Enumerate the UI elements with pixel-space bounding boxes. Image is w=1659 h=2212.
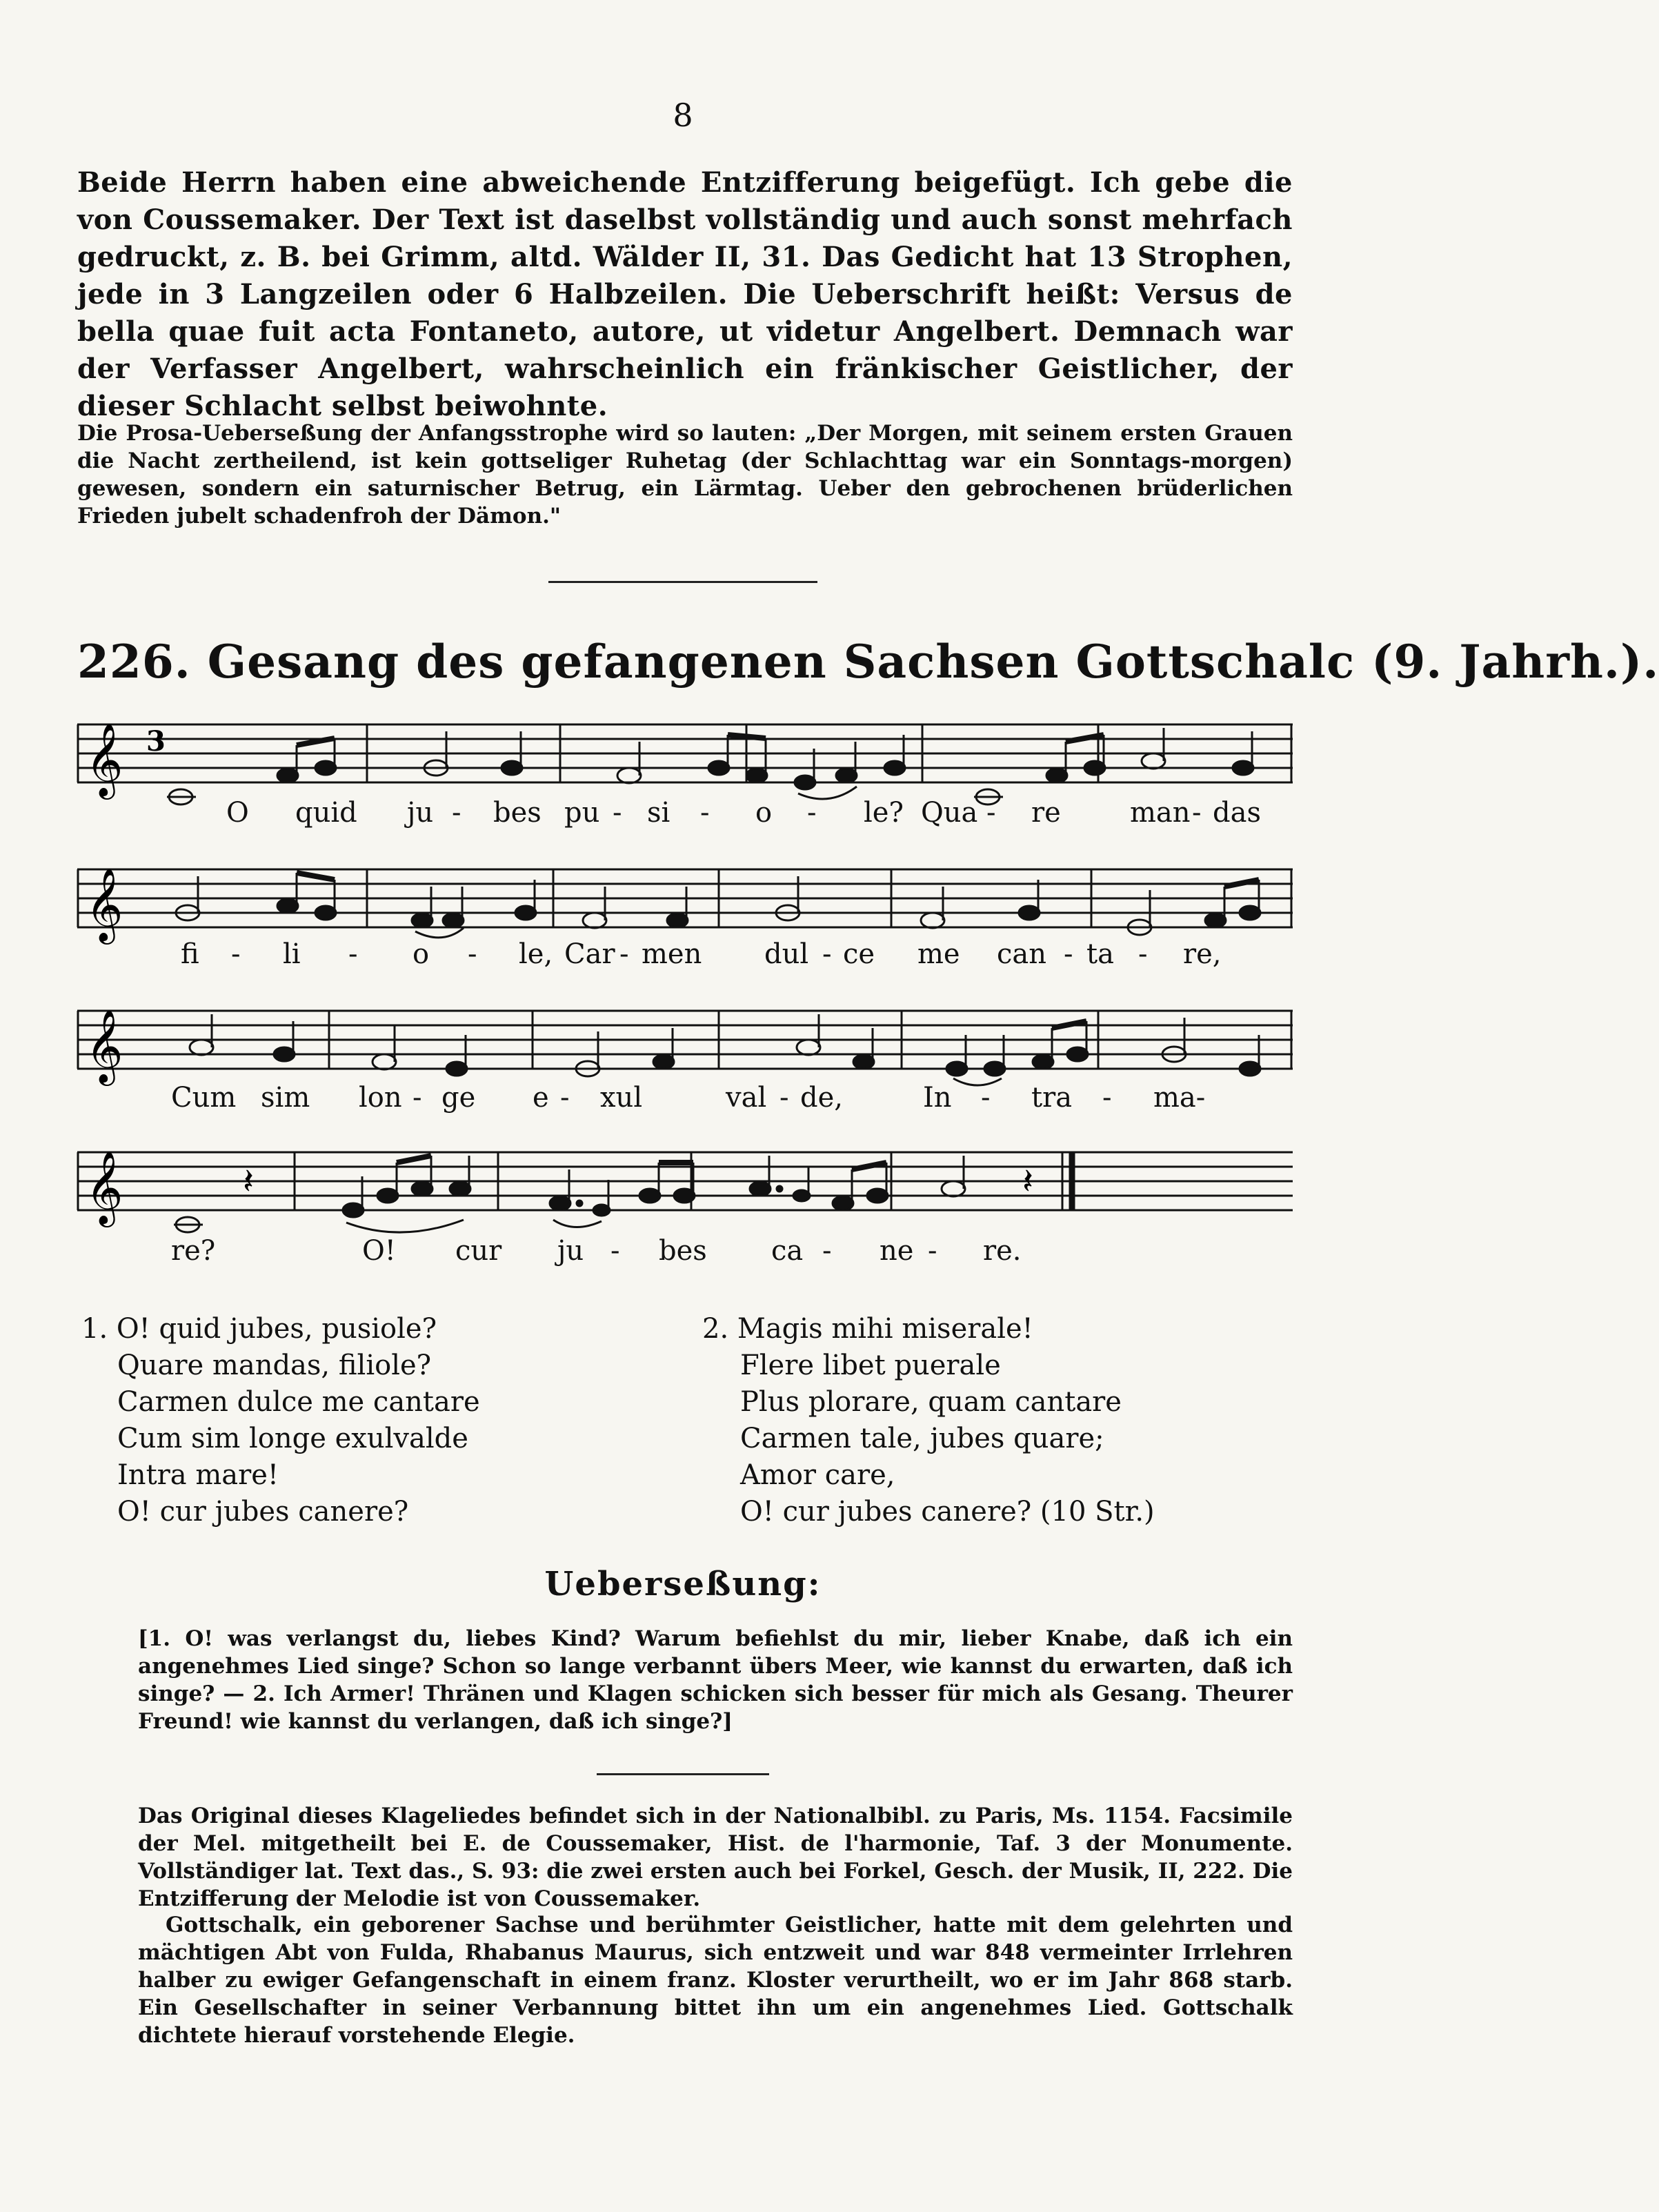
lyric-syllable: pu xyxy=(564,797,600,829)
verse-line: Plus plorare, quam cantare xyxy=(740,1386,1122,1418)
lyric-syllable: ju xyxy=(407,797,434,829)
verse-line: O! cur jubes canere? xyxy=(117,1496,409,1528)
time-signature: 3 xyxy=(146,725,166,758)
music-staff-2 xyxy=(77,862,1293,966)
lyric-syllable: - xyxy=(468,938,477,970)
treble-clef-icon: 𝄞 xyxy=(86,1009,123,1083)
music-staff-3 xyxy=(77,1004,1293,1107)
lyric-syllable: - xyxy=(231,938,241,970)
verse-line: 1. O! quid jubes, pusiole? xyxy=(81,1313,437,1345)
lyric-syllable: ta xyxy=(1086,938,1114,970)
lyric-syllable: ne xyxy=(880,1235,914,1267)
lyric-syllable: - xyxy=(807,797,817,829)
lyric-syllable: O! xyxy=(362,1235,396,1267)
lyric-syllable: ca xyxy=(771,1235,804,1267)
lyric-syllable: - xyxy=(779,1082,789,1114)
lyric-syllable: quid xyxy=(295,797,357,829)
lyric-syllable: ju xyxy=(557,1235,584,1267)
lyric-syllable: bes xyxy=(493,797,542,829)
lyric-syllable: - xyxy=(822,938,832,970)
lyric-syllable: - xyxy=(610,1235,620,1267)
lyric-syllable: dul xyxy=(764,938,809,970)
lyric-syllable: tra xyxy=(1031,1082,1073,1114)
lyric-syllable: re. xyxy=(983,1235,1022,1267)
lyric-syllable: In xyxy=(923,1082,952,1114)
lyric-syllable: de, xyxy=(800,1082,843,1114)
lyric-syllable: re? xyxy=(171,1235,216,1267)
section-rule xyxy=(548,581,817,583)
lyric-syllable: O xyxy=(226,797,249,829)
lyric-syllable: le, xyxy=(519,938,553,970)
intro-paragraph: Beide Herrn haben eine abweichende Entzifferung beigefügt. Ich gebe die von Coussemaker. Der Text ist daselbst vollständig und auch sonst mehrfach gedruckt, z. B. bei Grimm, altd. Wälder II, 31. Das Gedicht hat 13 Strophen, jede in 3 Langzeilen oder 6 Halbzeilen. Die Ueberschrift heißt: Versus de bella quae fuit acta Fontaneto, autore, ut videtur Angelbert. Demnach war der Verfasser Angelbert, wahrscheinlich ein fränkischer Geistlicher, der dieser Schlacht selbst beiwohnte. xyxy=(77,166,1293,422)
lyric-syllable: li xyxy=(283,938,301,970)
lyric-syllable: re xyxy=(1031,797,1061,829)
lyric-syllable: can xyxy=(997,938,1047,970)
lyric-syllable: - xyxy=(928,1235,937,1267)
lyric-syllable: o xyxy=(413,938,430,970)
lyric-syllable: - xyxy=(822,1235,832,1267)
lyric-syllable: - xyxy=(700,797,710,829)
lyric-syllable: man xyxy=(1130,797,1191,829)
treble-clef-icon: 𝄞 xyxy=(86,1150,123,1224)
verse-1 xyxy=(81,1311,480,1530)
lyric-syllable: - xyxy=(452,797,461,829)
lyric-syllable: - xyxy=(613,797,622,829)
lyric-syllable: - xyxy=(981,1082,991,1114)
treble-clef-icon: 𝄞 xyxy=(86,722,123,796)
section-rule xyxy=(597,1773,769,1775)
lyric-syllable: - xyxy=(619,938,629,970)
lyric-syllable: das xyxy=(1213,797,1261,829)
lyric-syllable: ce xyxy=(843,938,875,970)
lyric-syllable: ge xyxy=(441,1082,476,1114)
music-staff-1 xyxy=(77,718,1293,821)
verse-line: Intra mare! xyxy=(117,1459,279,1491)
verse-line: Carmen dulce me cantare xyxy=(117,1386,480,1418)
lyric-syllable: men xyxy=(642,938,702,970)
lyric-syllable: xul xyxy=(600,1082,643,1114)
verse-line: O! cur jubes canere? (10 Str.) xyxy=(740,1496,1155,1528)
verse-line: 2. Magis mihi miserale! xyxy=(702,1313,1033,1345)
lyric-syllable: sim xyxy=(261,1082,310,1114)
lyric-syllable: me xyxy=(917,938,960,970)
music-staff-4 xyxy=(77,1145,1293,1249)
lyric-syllable: Qua xyxy=(921,797,978,829)
verse-line: Amor care, xyxy=(740,1459,895,1491)
biography-paragraph: Gottschalk, ein geborener Sachse und berühmter Geistlicher, hatte mit dem gelehrten und mächtigen Abt von Fulda, Rhabanus Maurus, sich entzweit und war 848 vermeinter Irrlehren halber zu ewiger Gefangenschaft in einem franz. Kloster verurtheilt, wo er im Jahr 868 starb. Ein Gesellschafter in seiner Verbannung bittet ihn um ein angenehmes Lied. Gottschalk dichtete hierauf vorstehende Elegie. xyxy=(138,1913,1293,2048)
lyric-syllable: - xyxy=(1138,938,1148,970)
lyric-syllable: fi xyxy=(181,938,199,970)
lyric-syllable: si xyxy=(647,797,670,829)
song-heading: 226. Gesang des gefangenen Sachsen Gottschalc (9. Jahrh.). xyxy=(77,635,1659,689)
lyric-syllable: re, xyxy=(1183,938,1222,970)
lyric-syllable: - xyxy=(413,1082,422,1114)
lyric-syllable: Car xyxy=(564,938,615,970)
verse-line: Cum sim longe exulvalde xyxy=(117,1423,468,1454)
lyric-syllable: - xyxy=(1192,797,1202,829)
lyric-syllable: lon xyxy=(359,1082,402,1114)
lyric-syllable: - xyxy=(1064,938,1073,970)
lyric-syllable: Cum xyxy=(171,1082,237,1114)
verse-2 xyxy=(702,1311,1155,1530)
verse-line: Quare mandas, filiole? xyxy=(117,1350,432,1381)
lyric-syllable: - xyxy=(348,938,358,970)
lyric-syllable: - xyxy=(986,797,996,829)
source-note-paragraph: Das Original dieses Klageliedes befindet sich in der Nationalbibl. zu Paris, Ms. 1154. Facsimile der Mel. mitgetheilt bei E. de Coussemaker, Hist. de l'harmonie, Taf. 3 der Monumente. Vollständiger lat. Text das., S. 93: die zwei ersten auch bei Forkel, Gesch. der Musik, II, 222. Die Entzifferung der Melodie ist von Coussemaker. xyxy=(138,1804,1293,1911)
translation-paragraph: [1. O! was verlangst du, liebes Kind? Warum befiehlst du mir, lieber Knabe, daß ich ein angenehmes Lied singe? Schon so lange verbannt übers Meer, wie kannst du erwarten, daß ich singe? — 2. Ich Armer! Thränen und Klagen schicken sich besser für mich als Gesang. Theurer Freund! wie kannst du verlangen, daß ich singe?] xyxy=(138,1626,1293,1734)
translation-heading: Ueberseßung: xyxy=(544,1565,822,1603)
lyric-syllable: cur xyxy=(455,1235,502,1267)
page-number: 8 xyxy=(673,97,693,134)
quarter-rest-icon: 𝄽 xyxy=(1022,1161,1033,1203)
lyric-syllable: - xyxy=(560,1082,570,1114)
verse-line: Flere libet puerale xyxy=(740,1350,1001,1381)
lyric-syllable: le? xyxy=(864,797,904,829)
prose-translation-paragraph: Die Prosa-Ueberseßung der Anfangsstrophe wird so lauten: „Der Morgen, mit seinem ersten Grauen die Nacht zertheilend, ist kein gottseliger Ruhetag (der Schlachttag war ein Sonntags-morgen) gewesen, sondern ein saturnischer Betrug, ein Lärmtag. Ueber den gebrochenen brüderlichen Frieden jubelt schadenfroh der Dämon." xyxy=(77,421,1293,529)
lyric-syllable: o xyxy=(755,797,773,829)
lyric-syllable: ma- xyxy=(1153,1082,1206,1114)
lyric-syllable: val xyxy=(726,1082,767,1114)
quarter-rest-icon: 𝄽 xyxy=(243,1161,254,1203)
lyric-syllable: bes xyxy=(659,1235,707,1267)
verse-line: Carmen tale, jubes quare; xyxy=(740,1423,1104,1454)
treble-clef-icon: 𝄞 xyxy=(86,867,123,941)
lyric-syllable: e xyxy=(533,1082,549,1114)
lyric-syllable: - xyxy=(1102,1082,1112,1114)
